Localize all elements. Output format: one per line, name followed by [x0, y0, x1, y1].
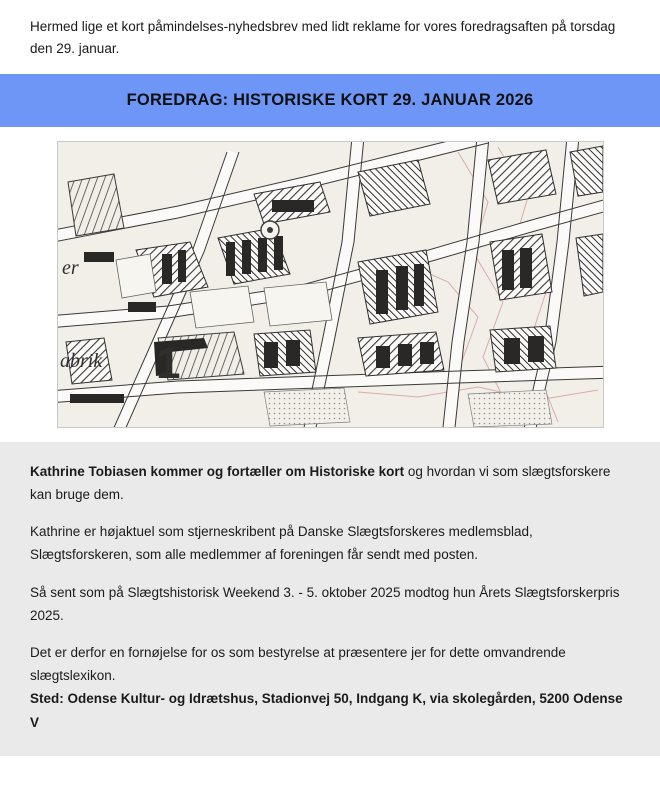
speaker-highlight: Kathrine Tobiasen kommer og fortæller om Historiske kort [30, 463, 405, 479]
svg-text:1: 1 [155, 338, 180, 388]
event-banner [0, 74, 660, 127]
description-paragraph-3: Så sent som på Slægtshistorisk Weekend 3. - 5. oktober 2025 modtog hun Årets Slægtsforskerpris 2025. [30, 584, 620, 623]
description-paragraph-1 [30, 460, 630, 506]
svg-text:abrik: abrik [59, 349, 102, 372]
svg-text:er: er [61, 256, 79, 279]
event-description-section [0, 442, 660, 756]
venue-line: Sted: Odense Kultur- og Idrætshus, Stadionvej 50, Indgang K, via skolegården, 5200 Odense V [30, 691, 623, 730]
event-banner-title: FOREDRAG: HISTORISKE KORT 29. JANUAR 2026 [126, 90, 534, 109]
intro-paragraph: Hermed lige et kort påmindelses-nyhedsbrev med lidt reklame for vores foredragsaften på torsdag den 29. januar. [30, 19, 616, 56]
historical-map-illustration [57, 141, 604, 428]
description-paragraph-4: Det er derfor en fornøjelse for os som bestyrelse at præsentere jer for dette omvandrende slægtslexikon. [30, 645, 566, 684]
image-section [0, 127, 660, 442]
map-graphic [58, 142, 603, 427]
description-paragraph-1-rest: og hvordan vi som slægtsforskere kan bruge dem. [30, 463, 611, 502]
intro-section [0, 0, 660, 70]
description-paragraph-2: Kathrine er højaktuel som stjerneskribent på Danske Slægtsforskeres medlemsblad, Slægtsforskeren, som alle medlemmer af foreningen får sendt med posten. [30, 524, 533, 563]
